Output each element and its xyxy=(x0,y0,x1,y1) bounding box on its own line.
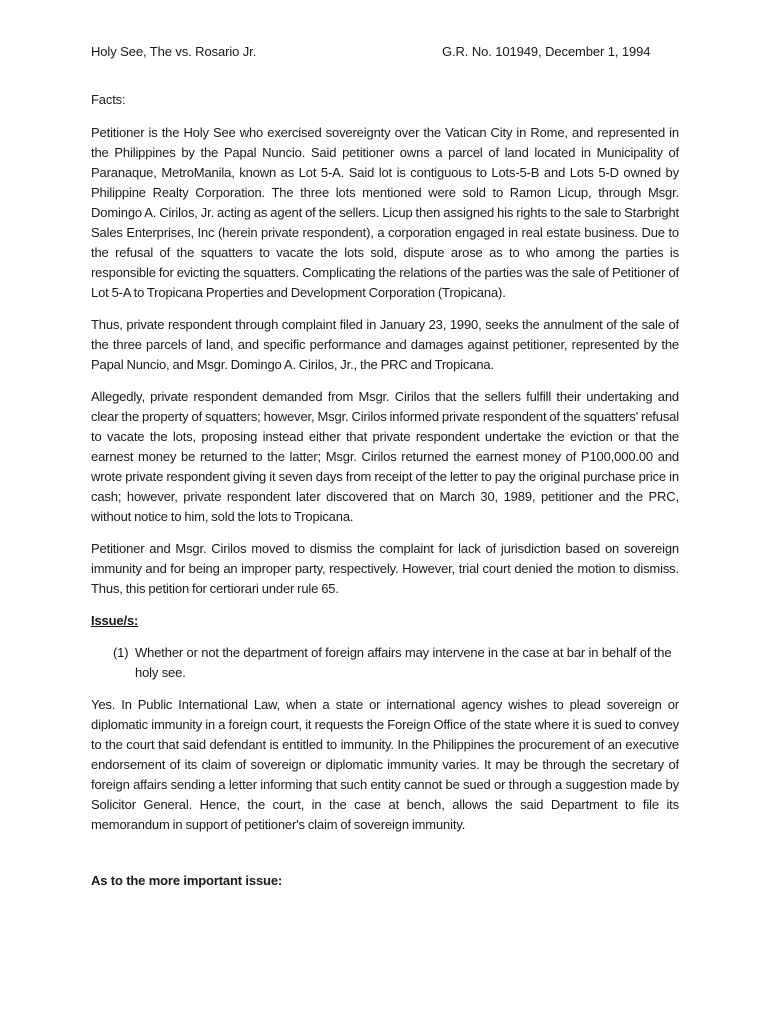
more-important-issue-heading: As to the more important issue: xyxy=(91,873,283,888)
issues-heading: Issue/s: xyxy=(91,613,139,628)
facts-paragraph-2: Thus, private respondent through complaint filed in January 23, 1990, seeks the annulment of the sale of the three parcels of land, and specific performance and damages against petitioner, represented by the Papal Nuncio, and Msgr. Domingo A. Cirilos, Jr., the PRC and Tropicana. xyxy=(91,317,679,372)
issue-item xyxy=(113,643,679,683)
issue-number: (1) xyxy=(113,645,129,660)
document-header xyxy=(91,44,681,64)
facts-heading: Facts: xyxy=(91,92,126,107)
document-body xyxy=(91,90,679,891)
facts-paragraph-3: Allegedly, private respondent demanded from Msgr. Cirilos that the sellers fulfill their undertaking and clear the property of squatters; however, Msgr. Cirilos informed private respondent of the squatters' refusal to vacate the lots, proposing instead either that private respondent undertake the eviction or that the earnest money be returned to the latter; Msgr. Cirilos returned the earnest money of P100,000.00 and wrote private respondent giving it seven days from receipt of the letter to pay the original purchase price in cash; however, private respondent later discovered that on March 30, 1989, petitioner and the PRC, without notice to him, sold the lots to Tropicana. xyxy=(91,389,679,524)
facts-paragraph-1: Petitioner is the Holy See who exercised sovereignty over the Vatican City in Rome, and represented in the Philippines by the Papal Nuncio. Said petitioner owns a parcel of land located in Municipality of Paranaque, MetroManila, known as Lot 5-A. Said lot is contiguous to Lots-5-B and Lots 5-D owned by Philippine Realty Corporation. The three lots mentioned were sold to Ramon Licup, through Msgr. Domingo A. Cirilos, Jr. acting as agent of the sellers. Licup then assigned his rights to the sale to Starbright Sales Enterprises, Inc (herein private respondent), a corporation engaged in real estate business. Due to the refusal of the squatters to vacate the lots sold, dispute arose as to who among the parties is responsible for evicting the squatters. Complicating the relations of the parties was the sale of Petitioner of Lot 5-A to Tropicana Properties and Development Corporation (Tropicana). xyxy=(91,125,679,300)
answer-paragraph: Yes. In Public International Law, when a state or international agency wishes to plead sovereign or diplomatic immunity in a foreign court, it requests the Foreign Office of the state where it is sued to convey to the court that said defendant is entitled to immunity. In the Philippines the procurement of an executive endorsement of its claim of sovereign or diplomatic immunity varies. It may be through the secretary of foreign affairs sending a letter informing that such entity cannot be sued or through a suggestion made by Solicitor General. Hence, the court, in the case at bench, allows the said Department to file its memorandum in support of petitioner's claim of sovereign immunity. xyxy=(91,697,679,832)
case-title: Holy See, The vs. Rosario Jr. xyxy=(91,44,257,59)
facts-paragraph-4: Petitioner and Msgr. Cirilos moved to dismiss the complaint for lack of jurisdiction based on sovereign immunity and for being an improper party, respectively. However, trial court denied the motion to dismiss. Thus, this petition for certiorari under rule 65. xyxy=(91,541,679,596)
issue-text: Whether or not the department of foreign affairs may intervene in the case at bar in behalf of the holy see. xyxy=(135,645,672,680)
case-reference: G.R. No. 101949, December 1, 1994 xyxy=(442,44,651,59)
